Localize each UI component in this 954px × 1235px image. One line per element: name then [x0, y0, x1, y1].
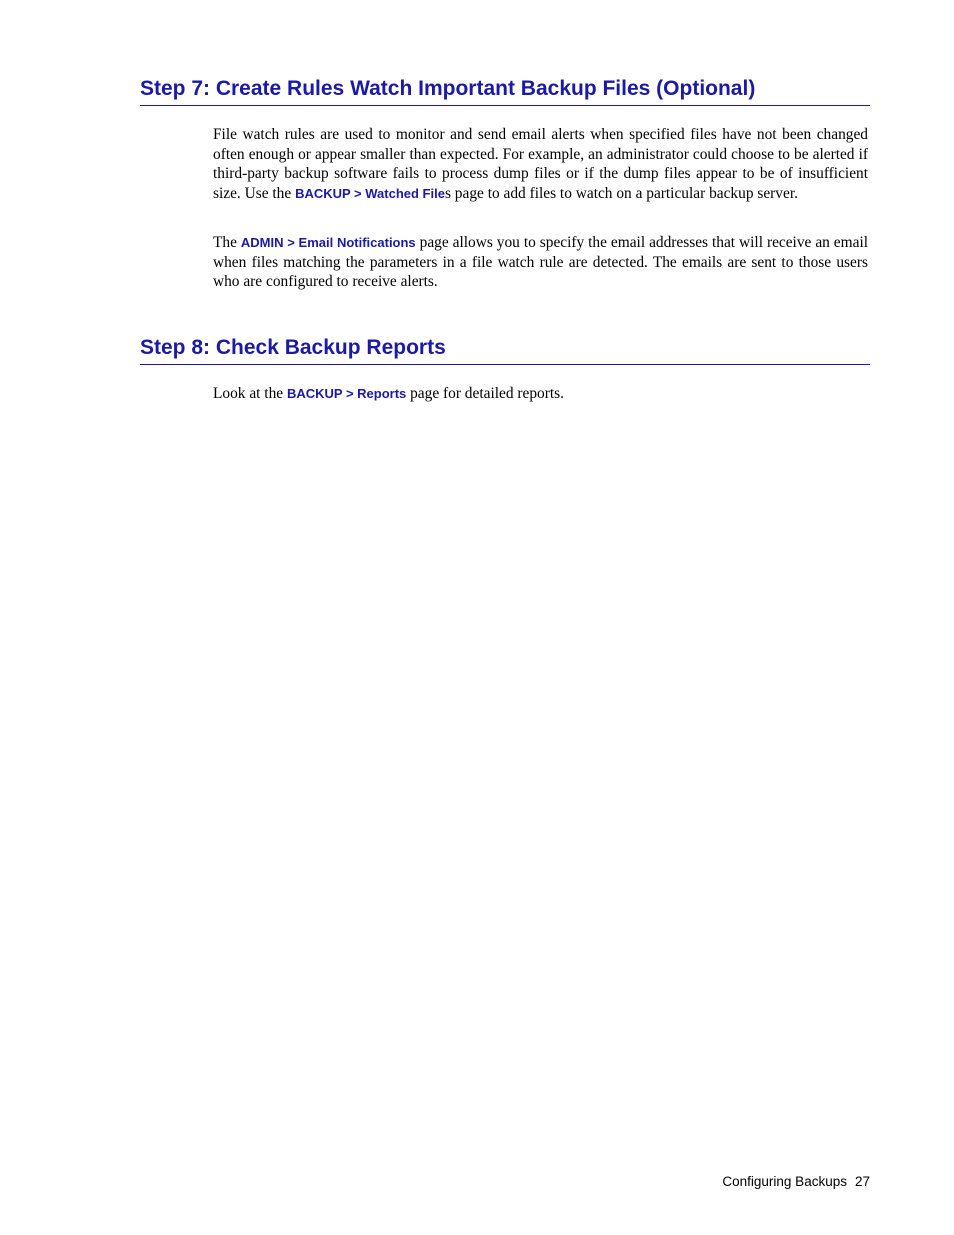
step7-para1-text-after: s page to add files to watch on a particular backup server. — [444, 184, 798, 202]
page-footer — [722, 1174, 870, 1189]
step7-para2-text-after: page allows you to specify the email addresses that will receive an email when files matching the parameters in a file watch rule are detected. The emails are sent to those users who are configured to receive alerts. — [213, 234, 868, 291]
email-notifications-ui-reference: ADMIN > Email Notifications — [240, 235, 416, 250]
step8-para1-text-before: Look at the — [213, 385, 287, 402]
step7-paragraph-email-notifications — [213, 233, 868, 292]
page-number: 27 — [854, 1174, 870, 1189]
step8-heading: Step 8: Check Backup Reports — [140, 335, 870, 365]
reports-ui-reference: BACKUP > Reports — [286, 386, 407, 401]
step7-para1-text-before: File watch rules are used to monitor and send email alerts when specified files have not been changed often enough or appear smaller than expected. For example, an administrator could choose to be alerted if third-party backup software fails to process dump files or if the dump files appear to be of insufficient size. Use the — [213, 126, 868, 202]
watched-files-ui-reference: BACKUP > Watched File — [295, 185, 445, 201]
step8-paragraph-reports — [213, 384, 868, 404]
step7-para2-text-before: The — [213, 234, 241, 251]
step7-heading: Step 7: Create Rules Watch Important Backup Files (Optional) — [140, 76, 870, 106]
step7-paragraph-file-watch — [213, 125, 868, 203]
footer-section-title: Configuring Backups — [722, 1174, 847, 1189]
step8-para1-text-after: page for detailed reports. — [406, 385, 564, 402]
